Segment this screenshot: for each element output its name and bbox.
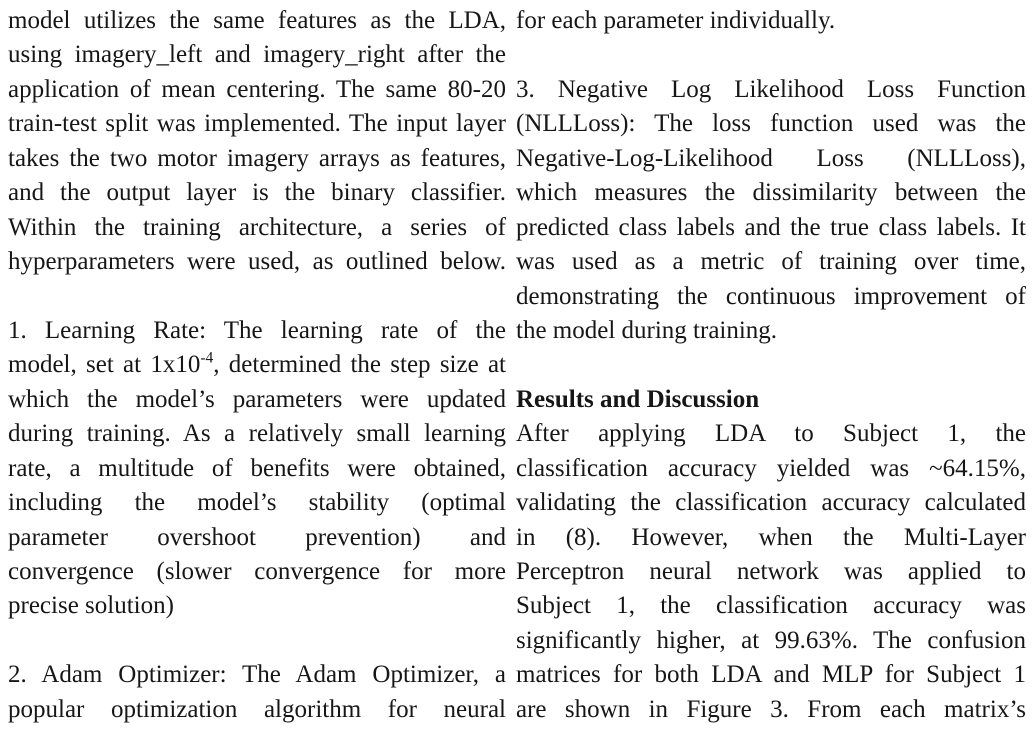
text-line: rate, a multitude of benefits were obtained,: [8, 454, 506, 482]
text-line: the model during training.: [516, 316, 778, 344]
paragraph-break: [8, 624, 506, 658]
text-segment: , determined the step size at: [213, 351, 506, 379]
text-line: train-test split was implemented. The input layer: [8, 110, 506, 138]
text-line: are shown in Figure 3. From each matrix’s: [516, 695, 1026, 723]
text-line: (NLLLoss): The loss function used was the: [516, 110, 1026, 138]
text-line: popular optimization algorithm for neural: [8, 695, 506, 723]
text-line-with-superscript: [8, 348, 506, 382]
paragraph-break: [516, 38, 1026, 72]
text-line: validating the classification accuracy calculated: [516, 489, 1026, 517]
text-line: including the model’s stability (optimal: [8, 489, 506, 517]
text-line: matrices for both LDA and MLP for Subject 1: [516, 661, 1026, 689]
paragraph-break: [8, 280, 506, 314]
superscript-exponent: -4: [200, 350, 214, 368]
paragraph-break: [516, 348, 1026, 382]
text-line: convergence (slower convergence for more: [8, 558, 506, 585]
text-line: application of mean centering. The same 80-20: [8, 75, 506, 103]
text-line: for each parameter individually.: [516, 7, 836, 34]
text-line: hyperparameters were used, as outlined below.: [8, 248, 506, 276]
text-line: significantly higher, at 99.63%. The confusion: [516, 626, 1026, 654]
text-line: Within the training architecture, a series of: [8, 213, 506, 241]
text-line: model utilizes the same features as the LDA,: [8, 7, 506, 34]
text-line: After applying LDA to Subject 1, the: [516, 420, 1026, 448]
text-line: 1. Learning Rate: The learning rate of the: [8, 316, 506, 344]
text-line: precise solution): [8, 592, 174, 620]
text-line: 3. Negative Log Likelihood Loss Function: [516, 75, 1026, 103]
text-line: parameter overshoot prevention) and: [8, 523, 506, 551]
text-line: which measures the dissimilarity between the: [516, 179, 1026, 207]
text-line: takes the two motor imagery arrays as features,: [8, 144, 506, 172]
text-segment: model, set at 1x10: [8, 351, 201, 379]
text-line: which the model’s parameters were updated: [8, 385, 506, 413]
left-text-column: [8, 4, 506, 731]
text-line: using imagery_left and imagery_right after the: [8, 41, 506, 69]
text-line: Subject 1, the classification accuracy was: [516, 592, 1026, 620]
section-heading-results-and-discussion: Results and Discussion: [516, 385, 760, 413]
right-text-column: [516, 4, 1026, 731]
text-line: classification accuracy yielded was ~64.15%,: [516, 454, 1026, 482]
text-line: Perceptron neural network was applied to: [516, 558, 1026, 585]
text-line: during training. As a relatively small learning: [8, 420, 506, 448]
text-line: 2. Adam Optimizer: The Adam Optimizer, a: [8, 661, 506, 689]
text-line: demonstrating the continuous improvement of: [516, 282, 1026, 310]
text-line: and the output layer is the binary classifier.: [8, 179, 506, 207]
text-line: predicted class labels and the true class labels. It: [516, 213, 1026, 241]
text-line: Negative-Log-Likelihood Loss (NLLLoss),: [516, 144, 1026, 172]
text-line: in (8). However, when the Multi-Layer: [516, 523, 1026, 551]
text-line: was used as a metric of training over time,: [516, 248, 1026, 276]
